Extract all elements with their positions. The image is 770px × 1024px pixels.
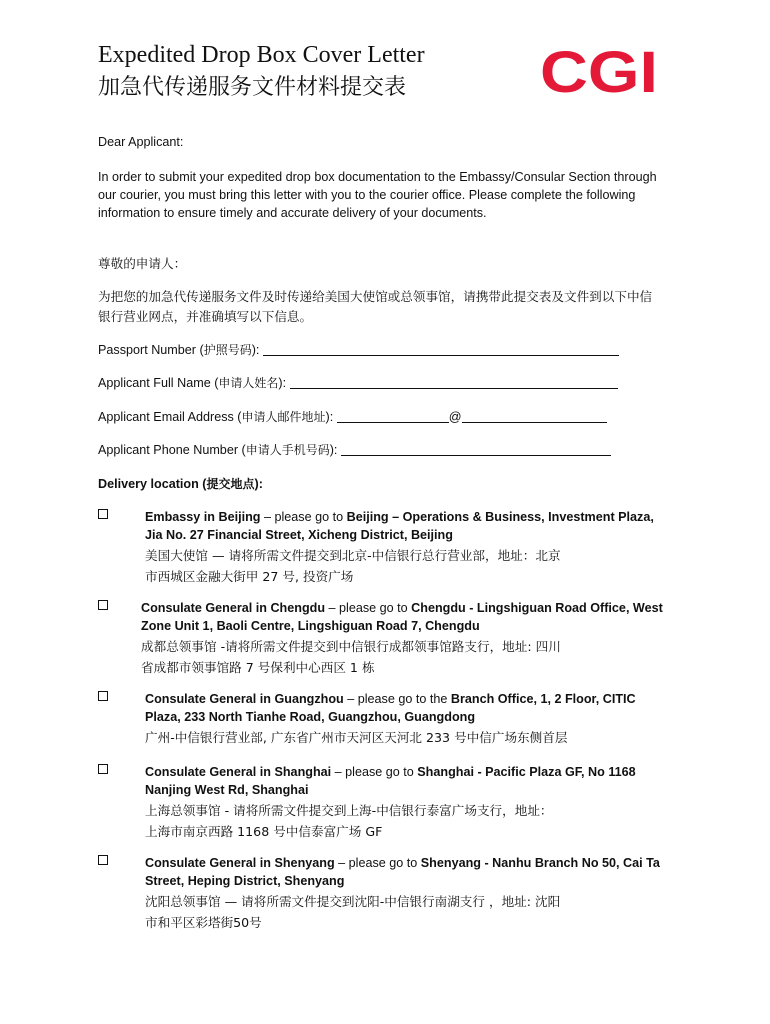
- email-domain-input-line[interactable]: [462, 410, 607, 423]
- greeting: Dear Applicant:: [98, 135, 184, 149]
- checkbox[interactable]: [98, 691, 108, 701]
- title-english: Expedited Drop Box Cover Letter: [98, 42, 425, 68]
- email-user-input-line[interactable]: [337, 410, 449, 423]
- intro-paragraph-chinese: 为把您的加急代传递服务文件及时传递给美国大使馆或总领事馆，请携带此提交表及文件到以下中信银行营业网点，并准确填写以下信息。: [98, 289, 653, 324]
- svg-text:CGI: CGI: [540, 46, 658, 96]
- greeting-chinese: 尊敬的申请人：: [98, 256, 187, 271]
- delivery-heading: Delivery location (提交地点):: [98, 477, 263, 491]
- full-name-field: Applicant Full Name (申请人姓名):: [98, 374, 618, 391]
- checkbox[interactable]: [98, 600, 108, 610]
- phone-field: Applicant Phone Number (申请人手机号码):: [98, 441, 611, 458]
- checkbox[interactable]: [98, 764, 108, 774]
- phone-input-line[interactable]: [341, 443, 611, 456]
- email-field: Applicant Email Address (申请人邮件地址): @: [98, 408, 607, 425]
- cgi-logo: [540, 46, 658, 96]
- checkbox[interactable]: [98, 855, 108, 865]
- title-chinese: 加急代传递服务文件材料提交表: [98, 75, 407, 100]
- full-name-input-line[interactable]: [290, 376, 618, 389]
- intro-paragraph: In order to submit your expedited drop box documentation to the Embassy/Consular Section through our courier, you must bring this letter with you to the courier office. Please complete the following information to ensure timely and accurate delivery of your documents.: [98, 170, 657, 220]
- passport-field: Passport Number (护照号码):: [98, 341, 619, 358]
- document-page: Expedited Drop Box Cover Letter 加急代传递服务文件材料提交表 CGI Dear Applicant: In order to submit your expedited drop box documentation to the Embassy/Consular Section through our courier, you must bring this letter with you to the courier office. Please complete the following information to ensure timely and accurate delivery of your documents. 尊敬的申请人： 为把您的加急代传递服务文件及时传递给美国大使馆或总领事馆，请携带此提交表及文件到以下中信银行营业网点，并准确填写以下信息。 Passport Number (护照号码): Applicant Full Name (申请人姓名): Applicant Email Address (申请人邮件地址): @ Applicant Phone Number (申请人手机号码): Delivery location (提交地点): Embassy in Beijing – please go to Beijing – Operations & Business, Investment Plaza, Jia No. 27 Financial Street, Xicheng District, Beijing 美国大使馆 — 请将所需文件提交到北京-中信银行总行营业部，地址：北京 市西城区金融大街甲 27 号, 投资广场 Consulate General in Chengdu – please go to Chengdu - Lingshiguan Road Office, West Zone Unit 1, Baoli Centre, Lingshiguan Road 7, Chengdu 成都总领事馆 -请将所需文件提交到中信银行成都领事馆路支行，地址: 四川 省成都市领事馆路 7 号保利中心西区 1 栋 Consulate General in Guangzhou – please go to the Branch Office, 1, 2 Floor, CITIC Plaza, 233 North Tianhe Road, Guangzhou, Guangdong 广州-中信银行营业部, 广东省广州市天河区天河北 233 号中信广场东侧首层 Consulate General in Shanghai – please go to Shanghai - Pacific Plaza GF, No 1168 Nanjing West Rd, Shanghai 上海总领事馆 - 请将所需文件提交到上海-中信银行泰富广场支行，地址： 上海市南京西路 1168 号中信泰富广场 GF Consulate General in Shenyang – please go to Shenyang - Nanhu Branch No 50, Cai Ta Street, Heping District, Shenyang 沈阳总领事馆 — 请将所需文件提交到沈阳-中信银行南湖支行 ，地址: 沈阳 市和平区彩塔街50号: [98, 42, 663, 930]
- checkbox[interactable]: [98, 509, 108, 519]
- passport-input-line[interactable]: [263, 343, 619, 356]
